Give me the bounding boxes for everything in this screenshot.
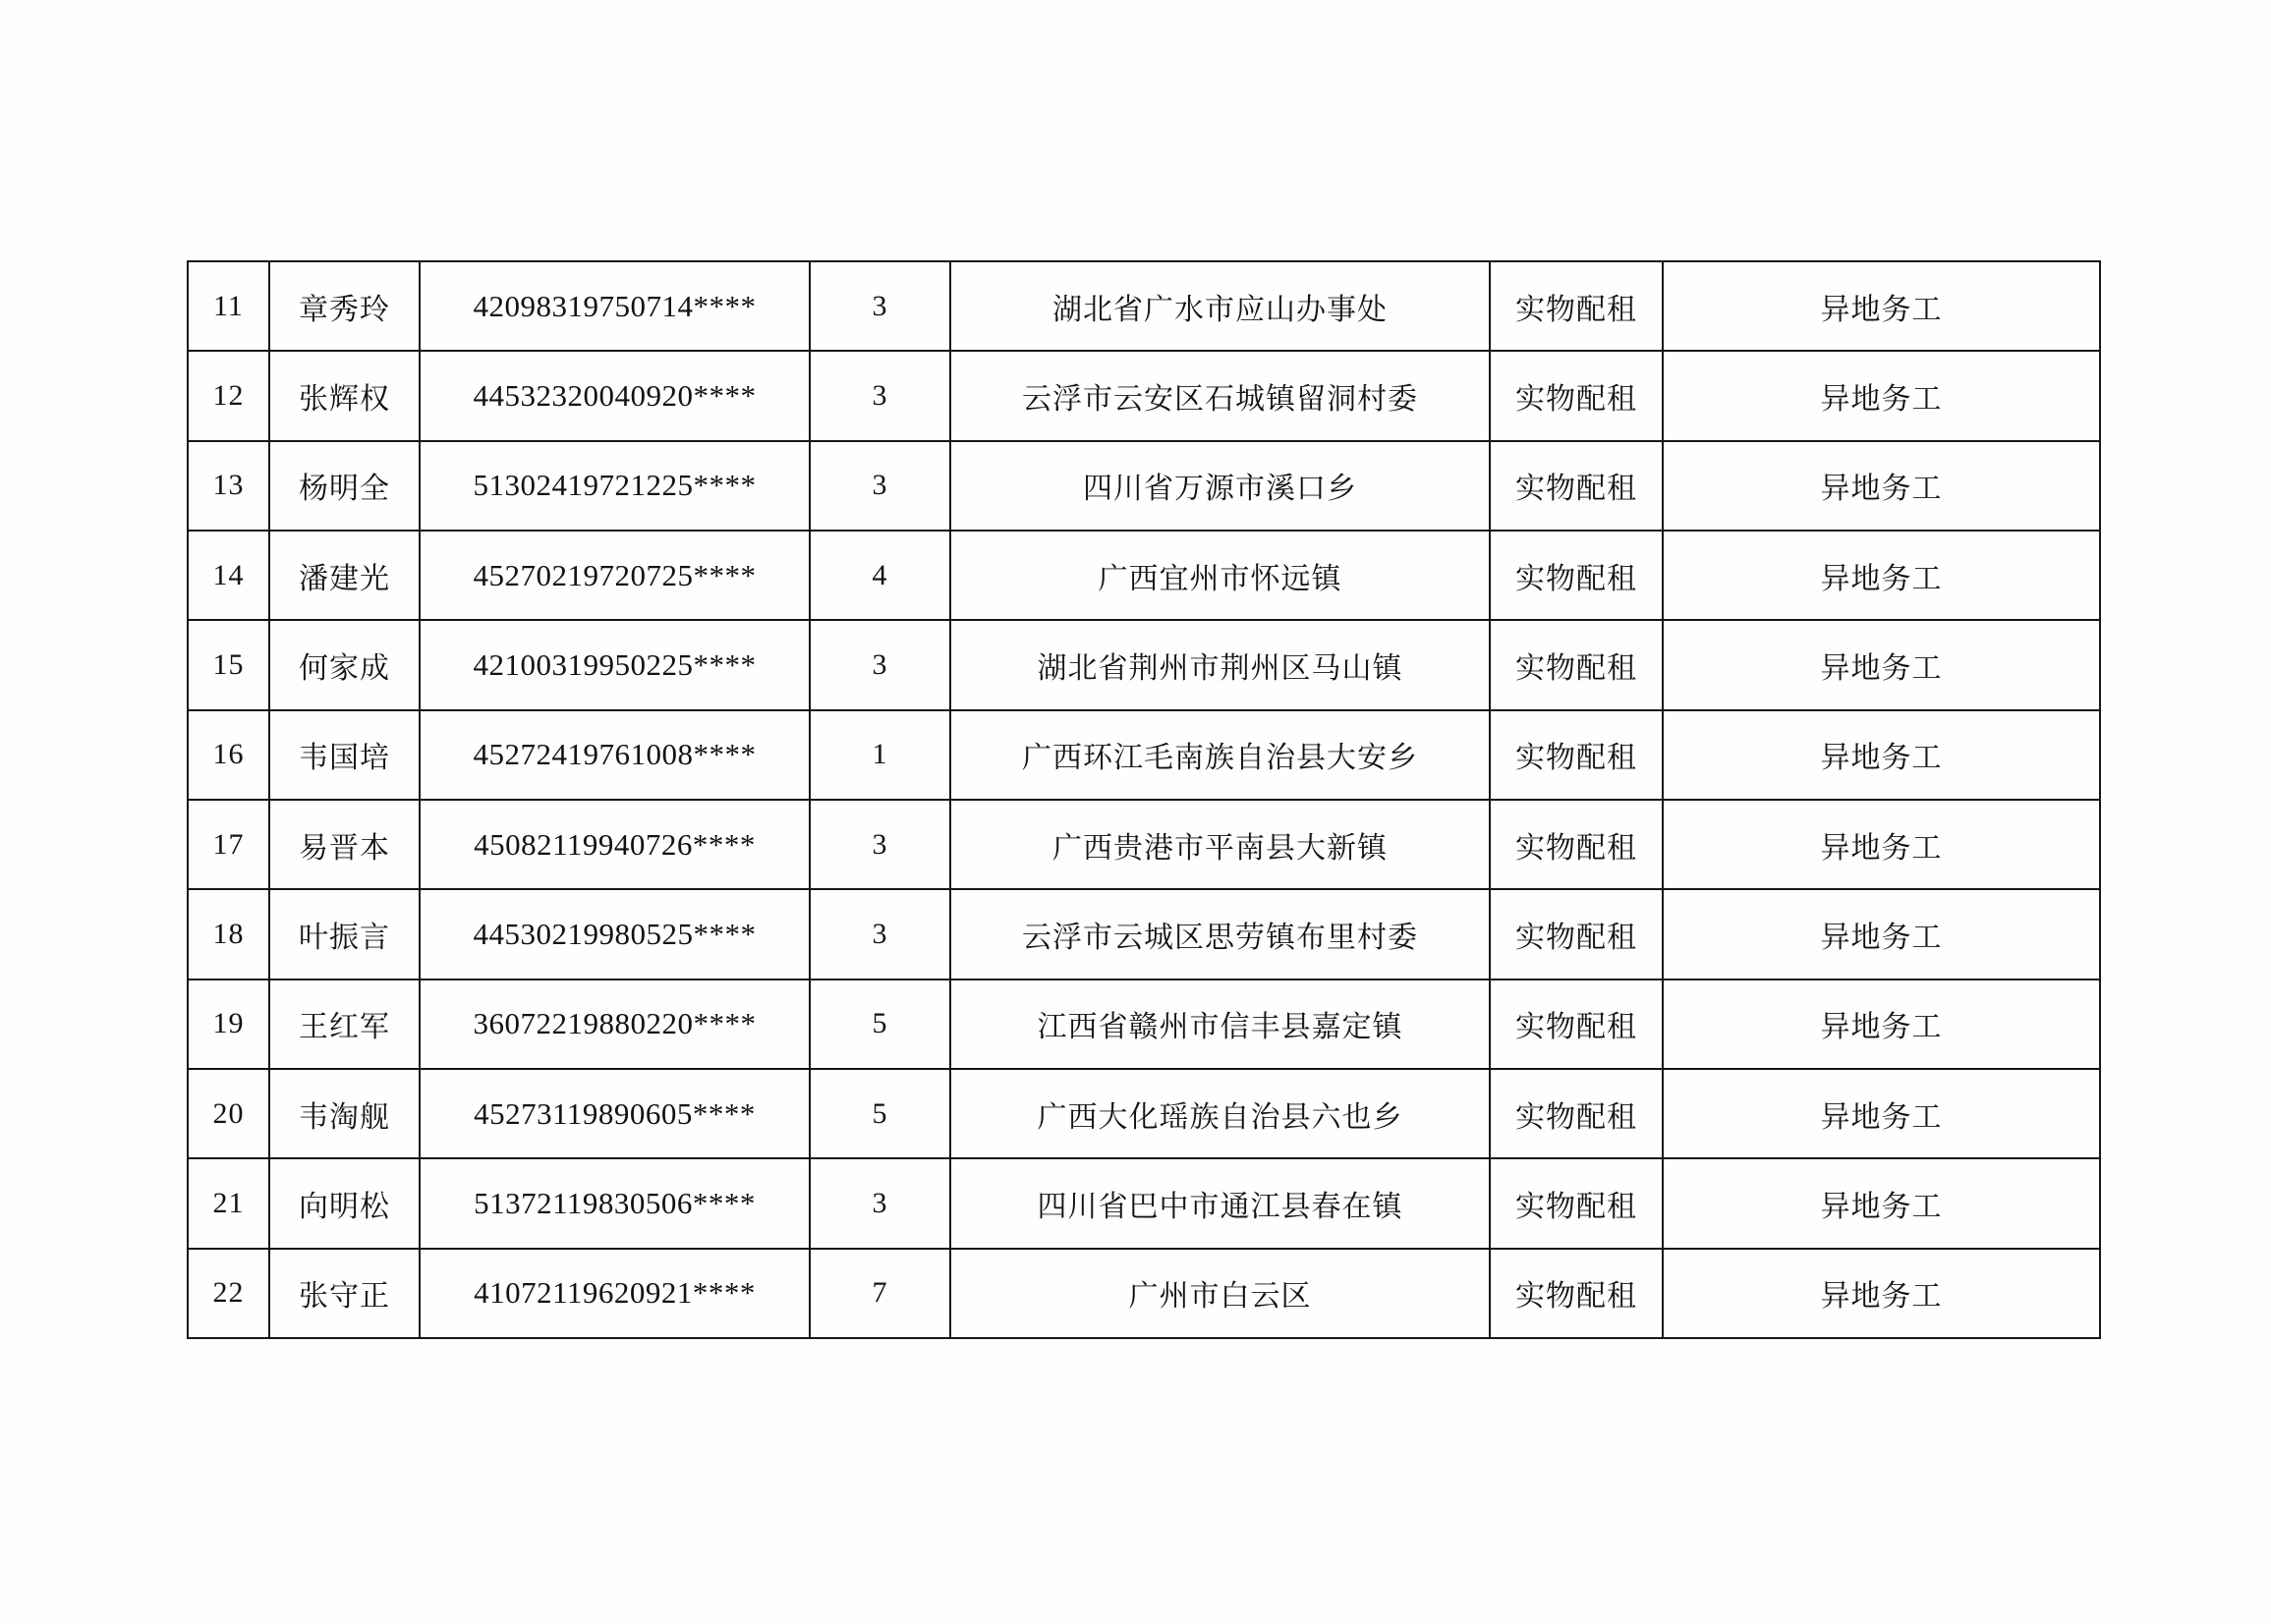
allocation-cell: 实物配租 <box>1490 800 1663 889</box>
count-cell: 3 <box>810 620 950 709</box>
table-row <box>188 620 2100 709</box>
count-cell: 3 <box>810 441 950 531</box>
count-cell: 5 <box>810 1069 950 1158</box>
name-cell: 杨明全 <box>269 441 420 531</box>
status-cell: 异地务工 <box>1663 620 2100 709</box>
seq-cell: 19 <box>188 980 269 1069</box>
id-number-cell: 42098319750714**** <box>420 261 810 351</box>
address-cell: 广西环江毛南族自治县大安乡 <box>950 710 1490 800</box>
seq-cell: 18 <box>188 889 269 979</box>
status-cell: 异地务工 <box>1663 441 2100 531</box>
table-row <box>188 1249 2100 1338</box>
id-number-cell: 45272419761008**** <box>420 710 810 800</box>
table-row <box>188 710 2100 800</box>
address-cell: 广西宜州市怀远镇 <box>950 531 1490 620</box>
table-row <box>188 1069 2100 1158</box>
id-number-cell: 45273119890605**** <box>420 1069 810 1158</box>
seq-cell: 21 <box>188 1158 269 1248</box>
allocation-cell: 实物配租 <box>1490 1249 1663 1338</box>
address-cell: 四川省巴中市通江县春在镇 <box>950 1158 1490 1248</box>
name-cell: 易晋本 <box>269 800 420 889</box>
name-cell: 章秀玲 <box>269 261 420 351</box>
status-cell: 异地务工 <box>1663 889 2100 979</box>
count-cell: 3 <box>810 800 950 889</box>
id-number-cell: 41072119620921**** <box>420 1249 810 1338</box>
name-cell: 向明松 <box>269 1158 420 1248</box>
address-cell: 四川省万源市溪口乡 <box>950 441 1490 531</box>
address-cell: 广西大化瑶族自治县六也乡 <box>950 1069 1490 1158</box>
count-cell: 3 <box>810 1158 950 1248</box>
status-cell: 异地务工 <box>1663 531 2100 620</box>
seq-cell: 12 <box>188 351 269 440</box>
allocation-cell: 实物配租 <box>1490 531 1663 620</box>
status-cell: 异地务工 <box>1663 800 2100 889</box>
allocation-cell: 实物配租 <box>1490 620 1663 709</box>
allocation-cell: 实物配租 <box>1490 1069 1663 1158</box>
allocation-cell: 实物配租 <box>1490 441 1663 531</box>
count-cell: 7 <box>810 1249 950 1338</box>
allocation-cell: 实物配租 <box>1490 980 1663 1069</box>
table-row <box>188 441 2100 531</box>
address-cell: 云浮市云安区石城镇留洞村委 <box>950 351 1490 440</box>
table-row <box>188 1158 2100 1248</box>
seq-cell: 17 <box>188 800 269 889</box>
address-cell: 湖北省广水市应山办事处 <box>950 261 1490 351</box>
status-cell: 异地务工 <box>1663 351 2100 440</box>
name-cell: 韦国培 <box>269 710 420 800</box>
address-cell: 广西贵港市平南县大新镇 <box>950 800 1490 889</box>
name-cell: 叶振言 <box>269 889 420 979</box>
table-row <box>188 889 2100 979</box>
seq-cell: 13 <box>188 441 269 531</box>
status-cell: 异地务工 <box>1663 1158 2100 1248</box>
id-number-cell: 36072219880220**** <box>420 980 810 1069</box>
table-row <box>188 261 2100 351</box>
address-cell: 广州市白云区 <box>950 1249 1490 1338</box>
status-cell: 异地务工 <box>1663 710 2100 800</box>
roster-table <box>187 260 2101 1339</box>
seq-cell: 16 <box>188 710 269 800</box>
table-row <box>188 531 2100 620</box>
seq-cell: 22 <box>188 1249 269 1338</box>
id-number-cell: 45270219720725**** <box>420 531 810 620</box>
allocation-cell: 实物配租 <box>1490 351 1663 440</box>
allocation-cell: 实物配租 <box>1490 889 1663 979</box>
id-number-cell: 51372119830506**** <box>420 1158 810 1248</box>
id-number-cell: 44530219980525**** <box>420 889 810 979</box>
count-cell: 3 <box>810 889 950 979</box>
seq-cell: 14 <box>188 531 269 620</box>
table-row <box>188 351 2100 440</box>
id-number-cell: 42100319950225**** <box>420 620 810 709</box>
count-cell: 1 <box>810 710 950 800</box>
count-cell: 4 <box>810 531 950 620</box>
table-row <box>188 800 2100 889</box>
count-cell: 3 <box>810 351 950 440</box>
name-cell: 张辉权 <box>269 351 420 440</box>
name-cell: 韦淘舰 <box>269 1069 420 1158</box>
allocation-cell: 实物配租 <box>1490 1158 1663 1248</box>
status-cell: 异地务工 <box>1663 980 2100 1069</box>
status-cell: 异地务工 <box>1663 261 2100 351</box>
name-cell: 王红军 <box>269 980 420 1069</box>
address-cell: 江西省赣州市信丰县嘉定镇 <box>950 980 1490 1069</box>
name-cell: 何家成 <box>269 620 420 709</box>
count-cell: 5 <box>810 980 950 1069</box>
name-cell: 潘建光 <box>269 531 420 620</box>
allocation-cell: 实物配租 <box>1490 261 1663 351</box>
count-cell: 3 <box>810 261 950 351</box>
seq-cell: 11 <box>188 261 269 351</box>
name-cell: 张守正 <box>269 1249 420 1338</box>
table-row <box>188 980 2100 1069</box>
seq-cell: 15 <box>188 620 269 709</box>
id-number-cell: 51302419721225**** <box>420 441 810 531</box>
address-cell: 湖北省荆州市荆州区马山镇 <box>950 620 1490 709</box>
id-number-cell: 45082119940726**** <box>420 800 810 889</box>
address-cell: 云浮市云城区思劳镇布里村委 <box>950 889 1490 979</box>
allocation-cell: 实物配租 <box>1490 710 1663 800</box>
status-cell: 异地务工 <box>1663 1069 2100 1158</box>
seq-cell: 20 <box>188 1069 269 1158</box>
status-cell: 异地务工 <box>1663 1249 2100 1338</box>
id-number-cell: 44532320040920**** <box>420 351 810 440</box>
